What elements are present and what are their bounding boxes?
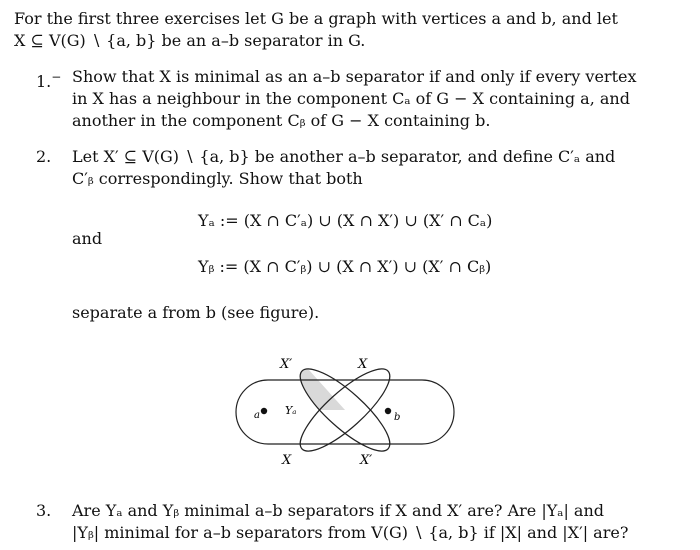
and-label: and <box>72 229 103 248</box>
label-x-bottom: X <box>282 453 292 468</box>
exercise-3-line-2: |Yᵦ| minimal for a–b separators from V(G) ∖ {a, b} if |X| and |X′| are? <box>72 523 629 542</box>
exercise-1-number <box>36 66 61 93</box>
intro-line-2: X ⊆ V(G) ∖ {a, b} be an a–b separator in G. <box>14 31 366 50</box>
vertex-b-dot <box>385 408 391 414</box>
formula-ya: Yₐ := (X ∩ C′ₐ) ∪ (X ∩ X′) ∪ (X′ ∩ Cₐ) <box>198 211 493 230</box>
exercise-2-number: 2. <box>36 147 52 166</box>
exercise-2-line-2: C′ᵦ correspondingly. Show that both <box>72 169 363 188</box>
intro-line-1: For the first three exercises let G be a graph with vertices a and b, and let <box>14 9 618 28</box>
difficulty-marker: − <box>51 70 62 84</box>
exercise-2-after: separate a from b (see figure). <box>72 303 320 322</box>
graph-outline <box>236 380 454 444</box>
exercise-1-line-1: Show that X is minimal as an a–b separator if and only if every vertex <box>72 67 637 86</box>
label-a: a <box>254 410 260 421</box>
exercise-3-number: 3. <box>36 501 52 520</box>
exercise-1-line-3: another in the component Cᵦ of G − X containing b. <box>72 111 491 130</box>
exercise-2-line-1: Let X′ ⊆ V(G) ∖ {a, b} be another a–b separator, and define C′ₐ and <box>72 147 616 166</box>
label-ya: Yₐ <box>285 404 297 417</box>
label-x-prime-bottom: X′ <box>360 453 373 468</box>
vertex-a-dot <box>261 408 267 414</box>
exercise-3-line-1: Are Yₐ and Yᵦ minimal a–b separators if X and X′ are? Are |Yₐ| and <box>72 501 605 520</box>
label-x-prime-top: X′ <box>280 357 293 372</box>
separator-figure <box>230 350 460 475</box>
exercise-1-line-2: in X has a neighbour in the component Cₐ of G − X containing a, and <box>72 89 630 108</box>
label-b: b <box>394 412 401 423</box>
exercise-number: 1. <box>36 72 52 91</box>
formula-yb: Yᵦ := (X ∩ C′ᵦ) ∪ (X ∩ X′) ∪ (X′ ∩ Cᵦ) <box>198 257 492 276</box>
label-x-top: X <box>358 357 368 372</box>
